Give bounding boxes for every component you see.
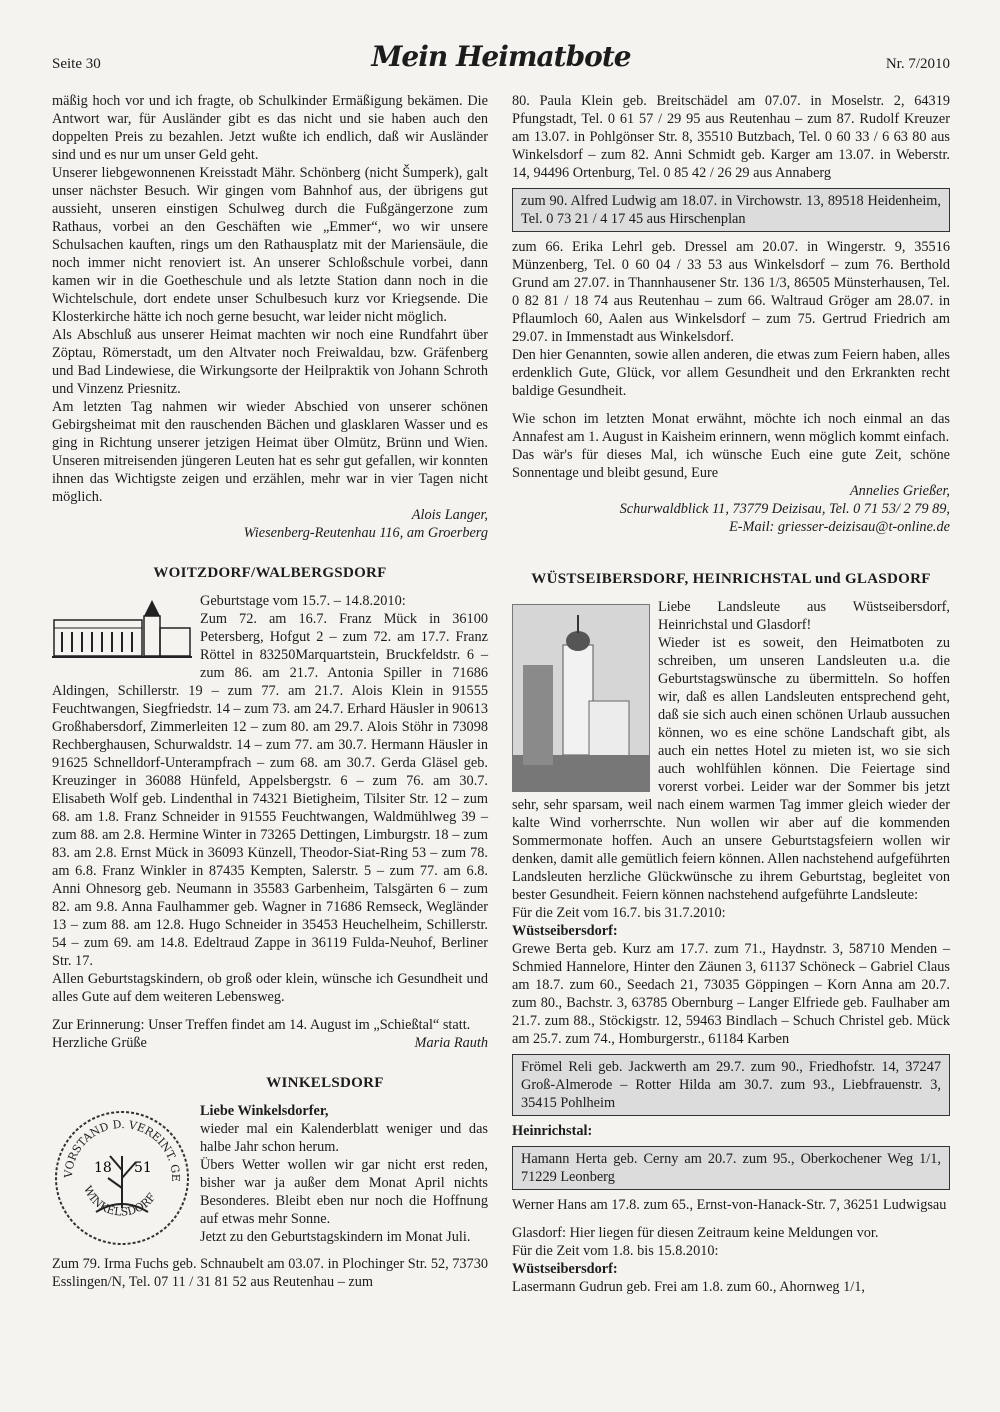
story-author-address: Wiesenberg-Reutenhau 116, am Groerberg	[243, 525, 488, 541]
village-label: Heinrichstal:	[512, 1123, 593, 1139]
page-header	[52, 40, 950, 80]
wuest-intro: Liebe Landsleute aus Wüstseibersdorf, Heinrichstal und Glasdorf!	[658, 599, 950, 633]
winkelsdorf-birthdays: Zum 79. Irma Fuchs geb. Schnaubelt am 03.07. in Plochinger Str. 52, 73730 Esslingen/N, Tel. 07 11 / 31 81 52 aus Reutenhau – zum	[52, 1256, 489, 1290]
annafest-note: Wie schon im letzten Monat erwähnt, möchte ich noch einmal an das Annafest am 1. August in Kaisheim erinnern, wenn möglich kommt einfach.	[512, 411, 950, 445]
highlight-box: zum 90. Alfred Ludwig am 18.07. in Virchowstr. 13, 89518 Heidenheim, Tel. 0 73 21 / 4 17 45 aus Hirschenplan	[512, 188, 950, 232]
closing-text: Das wär's für dieses Mal, ich wünsche Euch eine gute Zeit, schöne Sonnentage und bleibt gesund, Eure	[512, 447, 950, 481]
seal-year-left: 18	[94, 1160, 112, 1176]
period-label: Für die Zeit vom 1.8. bis 15.8.2010:	[512, 1243, 719, 1259]
winkelsdorf-salutation: Liebe Winkelsdorfer,	[200, 1103, 329, 1119]
issue-number: Nr. 7/2010	[885, 56, 950, 72]
author-address: Schurwaldblick 11, 73779 Deizisau, Tel. 0 71 53/ 2 79 89,	[619, 501, 950, 517]
winkelsdorf-wishes: Den hier Genannten, sowie allen anderen, die etwas zum Feiern haben, alles erdenklich Gute, Glück, vor allem Gesundheit und den Erkrankten recht baldige Gesundheit.	[512, 347, 950, 399]
village-illustration	[52, 598, 192, 665]
story-paragraph: Am letzten Tag nahmen wir wieder Abschied von unserer schönen Gebirgsheimat mit den rauschenden Bächen und glasklaren Wasser und es ging in Richtung unserer jetzigen Heimat über Olmütz, Brünn und Wien. Unseren mitreisenden jüngeren Leuten hat es sehr gut gefallen, wir konnten ihnen das Wichtigste zeigen und erzählen, mehr war in vier Tagen nicht möglich.	[52, 399, 488, 505]
seal-text-bottom: WINKELSDORF	[80, 1183, 159, 1219]
birthday-wishes: Allen Geburtstagskindern, ob groß oder klein, wünsche ich Gesundheit und alles Gute auf dem weiteren Lebensweg.	[52, 971, 488, 1005]
story-paragraph: Als Abschluß aus unserer Heimat machten wir noch eine Rundfahrt über Zöptau, Römerstadt, um den Altvater noch Freiwaldau, bzw. Gräfenberg und Bad Lindewiese, die Wirkungsorte der Heilpraktik von Johann Schroth und Vinzenz Priesnitz.	[52, 327, 488, 397]
svg-text:WINKELSDORF	[81, 1184, 159, 1219]
page-number: Seite 30	[52, 56, 101, 72]
left-column	[52, 92, 488, 1291]
village-label: Wüstseibersdorf:	[512, 1261, 618, 1277]
right-column	[512, 92, 950, 1296]
birthday-list: Zum 72. am 16.7. Franz Mück in 36100 Petersberg, Hofgut 2 – zum 72. am 17.7. Franz Röttel in 83250Marquartstein, Bruckfeldstr. 6 – zum 86. am 21.7. Antonia Spiller in 71686 Aldingen, Schillerstr. 19 – zum 77. am 21.7. Alois Klein in 91555 Feuchtwangen, Siegfriedstr. 14 – zum 73. am 24.7. Erhard Häusler in 90613 Großhabersdorf, Zimmerleiten 12 – zum 80. am 29.7. Alois Stöhr in 73098 Rechberghausen, Schurwaldstr. 14 – zum 77. am 30.7. Hermann Häusler in 91625 Schnelldorf-Unterampfrach – zum 68. am 30.7. Gerda Gläsel geb. Kreuzinger in 36088 Hünfeld, Appelsbergstr. 6 – zum 76. am 30.7. Elisabeth Wolf geb. Lindenthal in 74321 Bietigheim, Tilsiter Str. 12 – zum 68. am 1.8. Franz Schneider in 91555 Feuchtwangen, Waldmühlweg 39 – zum 88. am 2.8. Hermine Winter in 73265 Dettingen, Limburgstr. 18 – zum 83. am 2.8. Ernst Mück in 36093 Künzell, Theodor-Siat-Ring 53 – zum 78. am 6.8. Franz Winkler in 87435 Kempten, Salerstr. 5 – zum 77. am 6.8. Anni Ohnesorg geb. Neumann in 35583 Garbenheim, Talsgärten 6 – zum 82. am 9.8. Anna Faulhammer geb. Wagner in 71686 Remseck, Wegländer 13 – zum 88. am 12.8. Hugo Schneider in 35453 Heuchelheim, Schillerstr. 54 – zum 69. am 14.8. Edeltraud Zappe in 36119 Fulda-Neuhof, Berliner Str. 17.	[52, 611, 488, 969]
author-email: E-Mail: griesser-deizisau@t-online.de	[729, 519, 950, 535]
winkelsdorf-paragraph: wieder mal ein Kalenderblatt weniger und das halbe Jahr schon herum.	[200, 1121, 488, 1155]
winkelsdorf-paragraph: Jetzt zu den Geburtstagskindern im Monat Juli.	[200, 1229, 471, 1245]
birthday-period: Geburtstage vom 15.7. – 14.8.2010:	[200, 593, 406, 609]
winkelsdorf-birthdays-cont: zum 66. Erika Lehrl geb. Dressel am 20.07. in Wingerstr. 9, 35516 Münzenberg, Tel. 0 60 04 / 33 53 aus Winkelsdorf – zum 76. Berthold Grund am 27.07. in Thannhausener Str. 136 1/3, 86505 Münsterhausen, Tel. 0 82 81 / 18 74 aus Reutenhau – zum 66. Waltraud Gröger am 28.07. in Pflaumloch 60, Aalen aus Winkelsdorf – zum 75. Gertrud Friedrich am 29.07. in Immenstadt aus Winkelsdorf.	[512, 239, 950, 345]
svg-text:VORSTAND D. VEREINT. GEMEINDE	[52, 1108, 182, 1182]
birthday-list: Grewe Berta geb. Kurz am 17.7. zum 71., Haydnstr. 3, 58710 Menden – Schmied Hannelore, Hinter den Zäunen 3, 61137 Schöneck – Gabriel Claus am 18.7. zum 60., Seedach 21, 73035 Göppingen – Korn Anna am 20.7. zum 80., Bachstr. 3, 63785 Obernburg – Langer Elfriede geb. Faulhaber am 21.7. zum 88., Stöckigstr. 12, 59463 Bindlach – Schuch Christel geb. Mück am 25.7. zum 74., Homburgerstr., 61184 Karben	[512, 941, 950, 1047]
birthday-entry: Werner Hans am 17.8. zum 65., Ernst-von-Hanack-Str. 7, 36251 Ludwigsau	[512, 1197, 947, 1213]
seal-text-top: VORSTAND D. VEREINT. GE	[61, 1117, 183, 1182]
greeting: Herzliche Grüße	[52, 1035, 147, 1051]
church-photo	[512, 604, 650, 792]
story-paragraph: Unserer liebgewonnenen Kreisstadt Mähr. Schönberg (nicht Šumperk), galt unser nächster Besuch. Wir gingen vom Bahnhof aus, der übrigens gut aussieht, unseren einstigen Schulweg durch die Fußgängerzone zum Rathaus, vorbei an den Geschäften wie „Emmer“, wo wir unsere Schulsachen kauften, rings um den Rathausplatz mit der Mariensäule, die noch immer nicht renoviert ist. An unserer Schloßschule vorbei, dann kamen wir in die Goetheschule und als letzte Station dann noch in die Wichtelschule, dort endete unser Schulbesuch kurz vor Kriegsende. Die Klosterkirche hätte ich noch gerne besucht, war leider nicht möglich.	[52, 165, 488, 325]
wuest-text: Wieder ist es soweit, den Heimatboten zu schreiben, um unseren Landsleuten u.a. die Geburtstagswünsche zu übermitteln. So hoffen wir, daß es allen Landsleuten entsprechend geht, daß sie sich auch einen schönen Urlaub aussuchen können, wo es eine schöne Landschaft gibt, als auch ein nettes Hotel zu mieten ist, wo sie sich auch wohlfühlen können. Die Feiertage sind vorerst vorbei. Leider war der Sommer bis jetzt sehr, sehr sparsam, weil nach einem warmen Tag immer gleich wieder der kalte Wind vorherrschte. Nun wollen wir aber auf die kommenden Sommermonate hoffen. Auch an unsere Geburtstagsfeiern wollen wir denken, damit alle gemütlich feiern können. Allen nachstehend aufgeführten Landsleuten herzliche Glückwünsche zu ihrem Geburtstag, begleitet von bester Gesundheit. Feiern können nachstehend aufgeführte Landsleute:	[512, 635, 950, 903]
period-label: Für die Zeit vom 16.7. bis 31.7.2010:	[512, 905, 726, 921]
masthead-logo: Mein Heimatbote	[371, 40, 631, 73]
meeting-reminder: Zur Erinnerung: Unser Treffen findet am 14. August im „Schießtal“ statt.	[52, 1017, 471, 1033]
municipal-seal	[52, 1108, 192, 1253]
signature: Maria Rauth	[414, 1035, 488, 1051]
story-paragraph: mäßig hoch vor und ich fragte, ob Schulkinder Ermäßigung bekämen. Die Antwort war, für Ausländer gibt es das nicht und sie haben auch den doppelten Preis zu bezahlen. Jetzt wußte ich endlich, daß wir Ausländer sind und es nur um unser Geld geht.	[52, 93, 488, 163]
seal-year-right: 51	[134, 1160, 152, 1176]
author-name: Annelies Grießer,	[849, 483, 950, 499]
wuestseibersdorf-heading: WÜSTSEIBERSDORF, HEINRICHSTAL und GLASDORF	[531, 571, 931, 587]
story-author: Alois Langer,	[411, 507, 488, 523]
winkelsdorf-paragraph: Übers Wetter wollen wir gar nicht erst reden, bisher war ja außer dem Monat April nichts Besonderes. Bleibt eben nur noch die Hoffnung auf etwas mehr Sonne.	[200, 1157, 488, 1227]
highlight-box: Frömel Reli geb. Jackwerth am 29.7. zum 90., Friedhofstr. 14, 37247 Groß-Almerode – Rotter Hilda am 30.7. zum 93., Liebfrauenstr. 3, 35415 Pohlheim	[512, 1054, 950, 1116]
winkelsdorf-birthdays-cont: 80. Paula Klein geb. Breitschädel am 07.07. in Moselstr. 2, 64319 Pfungstadt, Tel. 0 61 57 / 29 95 aus Reutenhau – zum 87. Rudolf Kreuzer am 13.07. in Pohlgönser Str. 8, 35510 Butzbach, Tel. 0 60 33 / 6 63 80 aus Winkelsdorf – zum 82. Anni Schmidt geb. Karger am 13.07. in Weberstr. 14, 94496 Ortenburg, Tel. 0 85 42 / 26 29 aus Annaberg	[512, 93, 950, 181]
winkelsdorf-heading: WINKELSDORF	[266, 1075, 384, 1091]
highlight-box: Hamann Herta geb. Cerny am 20.7. zum 95., Oberkochener Weg 1/1, 71229 Leonberg	[512, 1146, 950, 1190]
glasdorf-note: Glasdorf: Hier liegen für diesen Zeitraum keine Meldungen vor.	[512, 1225, 879, 1241]
village-label: Wüstseibersdorf:	[512, 923, 618, 939]
birthday-entry: Lasermann Gudrun geb. Frei am 1.8. zum 60., Ahornweg 1/1,	[512, 1279, 865, 1295]
woitzdorf-heading: WOITZDORF/WALBERGSDORF	[153, 565, 387, 581]
